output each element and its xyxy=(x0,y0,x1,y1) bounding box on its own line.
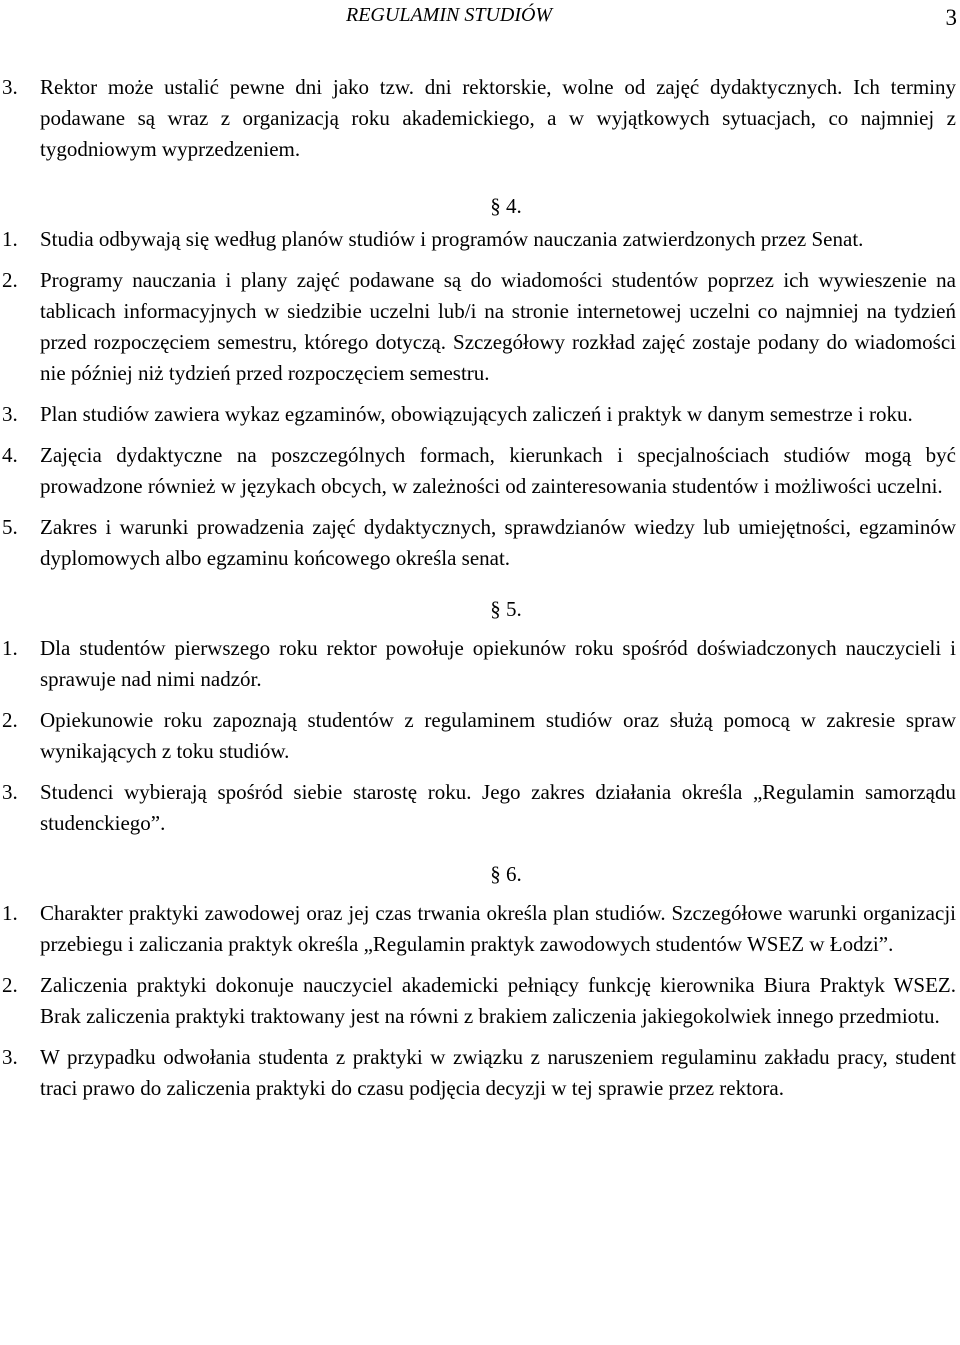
item-number: 1. xyxy=(2,636,18,660)
item-number: 2. xyxy=(2,268,18,292)
item-number: 3. xyxy=(2,75,18,99)
item-text: Zajęcia dydaktyczne na poszczególnych formach, kierunkach i specjalnościach studiów mogą być prowadzone również w językach obcych, w zależności od zainteresowania studentów i możliwości uczelni. xyxy=(40,443,956,498)
item-text: Opiekunowie roku zapoznają studentów z regulaminem studiów oraz służą pomocą w zakresie spraw wynikających z toku studiów. xyxy=(40,708,956,763)
paragraph-item xyxy=(0,440,956,502)
item-number: 2. xyxy=(2,708,18,732)
item-number: 2. xyxy=(2,973,18,997)
item-text: Plan studiów zawiera wykaz egzaminów, obowiązujących zaliczeń i praktyk w danym semestrze i roku. xyxy=(40,402,913,426)
item-text: Studia odbywają się według planów studiów i programów nauczania zatwierdzonych przez Senat. xyxy=(40,227,864,251)
item-number: 1. xyxy=(2,227,18,251)
page-number: 3 xyxy=(945,5,957,30)
item-number: 5. xyxy=(2,515,18,539)
paragraph-item xyxy=(0,777,956,839)
paragraph-item xyxy=(0,898,956,960)
paragraph-item xyxy=(0,970,956,1032)
item-number: 4. xyxy=(2,443,18,467)
item-text: Dla studentów pierwszego roku rektor powołuje opiekunów roku spośród doświadczonych nauczycieli i sprawuje nad nimi nadzór. xyxy=(40,636,956,691)
item-text: W przypadku odwołania studenta z praktyki w związku z naruszeniem regulaminu zakładu pracy, student traci prawo do zaliczenia praktyki do czasu podjęcia decyzji w tej sprawie przez rektora. xyxy=(40,1045,956,1100)
section-heading: § 4. xyxy=(490,194,522,218)
section-heading: § 6. xyxy=(490,862,522,886)
item-text: Zakres i warunki prowadzenia zajęć dydaktycznych, sprawdzianów wiedzy lub umiejętności, egzaminów dyplomowych albo egzaminu końcowego określa senat. xyxy=(40,515,956,570)
item-number: 3. xyxy=(2,1045,18,1069)
item-text: Charakter praktyki zawodowej oraz jej czas trwania określa plan studiów. Szczegółowe warunki organizacji przebiegu i zaliczania praktyk określa „Regulamin praktyk zawodowych studentów WSEZ w Łodzi”. xyxy=(40,901,956,956)
item-text: Zaliczenia praktyki dokonuje nauczyciel akademicki pełniący funkcję kierownika Biura Praktyk WSEZ. Brak zaliczenia praktyki traktowany jest na równi z brakiem zaliczenia jakiegokolwiek innego przedmiotu. xyxy=(40,973,956,1028)
paragraph-item xyxy=(0,633,956,695)
paragraph-item xyxy=(0,512,956,574)
paragraph-item xyxy=(0,399,956,430)
paragraph-item xyxy=(0,705,956,767)
document-body xyxy=(0,72,956,1104)
item-text: Studenci wybierają spośród siebie starostę roku. Jego zakres działania określa „Regulamin samorządu studenckiego”. xyxy=(40,780,956,835)
paragraph-item xyxy=(0,224,956,255)
item-number: 3. xyxy=(2,402,18,426)
paragraph-item xyxy=(0,72,956,165)
paragraph-item xyxy=(0,1042,956,1104)
page-header xyxy=(0,2,960,32)
item-text: Rektor może ustalić pewne dni jako tzw. dni rektorskie, wolne od zajęć dydaktycznych. Ich terminy podawane są wraz z organizacją roku akademickiego, a w wyjątkowych sytuacjach, co najmniej z tygodniowym wyprzedzeniem. xyxy=(40,75,956,161)
running-title: REGULAMIN STUDIÓW xyxy=(346,4,553,26)
item-number: 3. xyxy=(2,780,18,804)
item-number: 1. xyxy=(2,901,18,925)
item-text: Programy nauczania i plany zajęć podawane są do wiadomości studentów poprzez ich wywieszenie na tablicach informacyjnych w siedzibie uczelni lub/i na stronie internetowej uczelni co najmniej na tydzień przed rozpoczęciem semestru, którego dotyczą. Szczegółowy rozkład zajęć zostaje podany do wiadomości nie później niż tydzień przed rozpoczęciem semestru. xyxy=(40,268,956,385)
paragraph-item xyxy=(0,265,956,389)
section-heading: § 5. xyxy=(490,597,522,621)
